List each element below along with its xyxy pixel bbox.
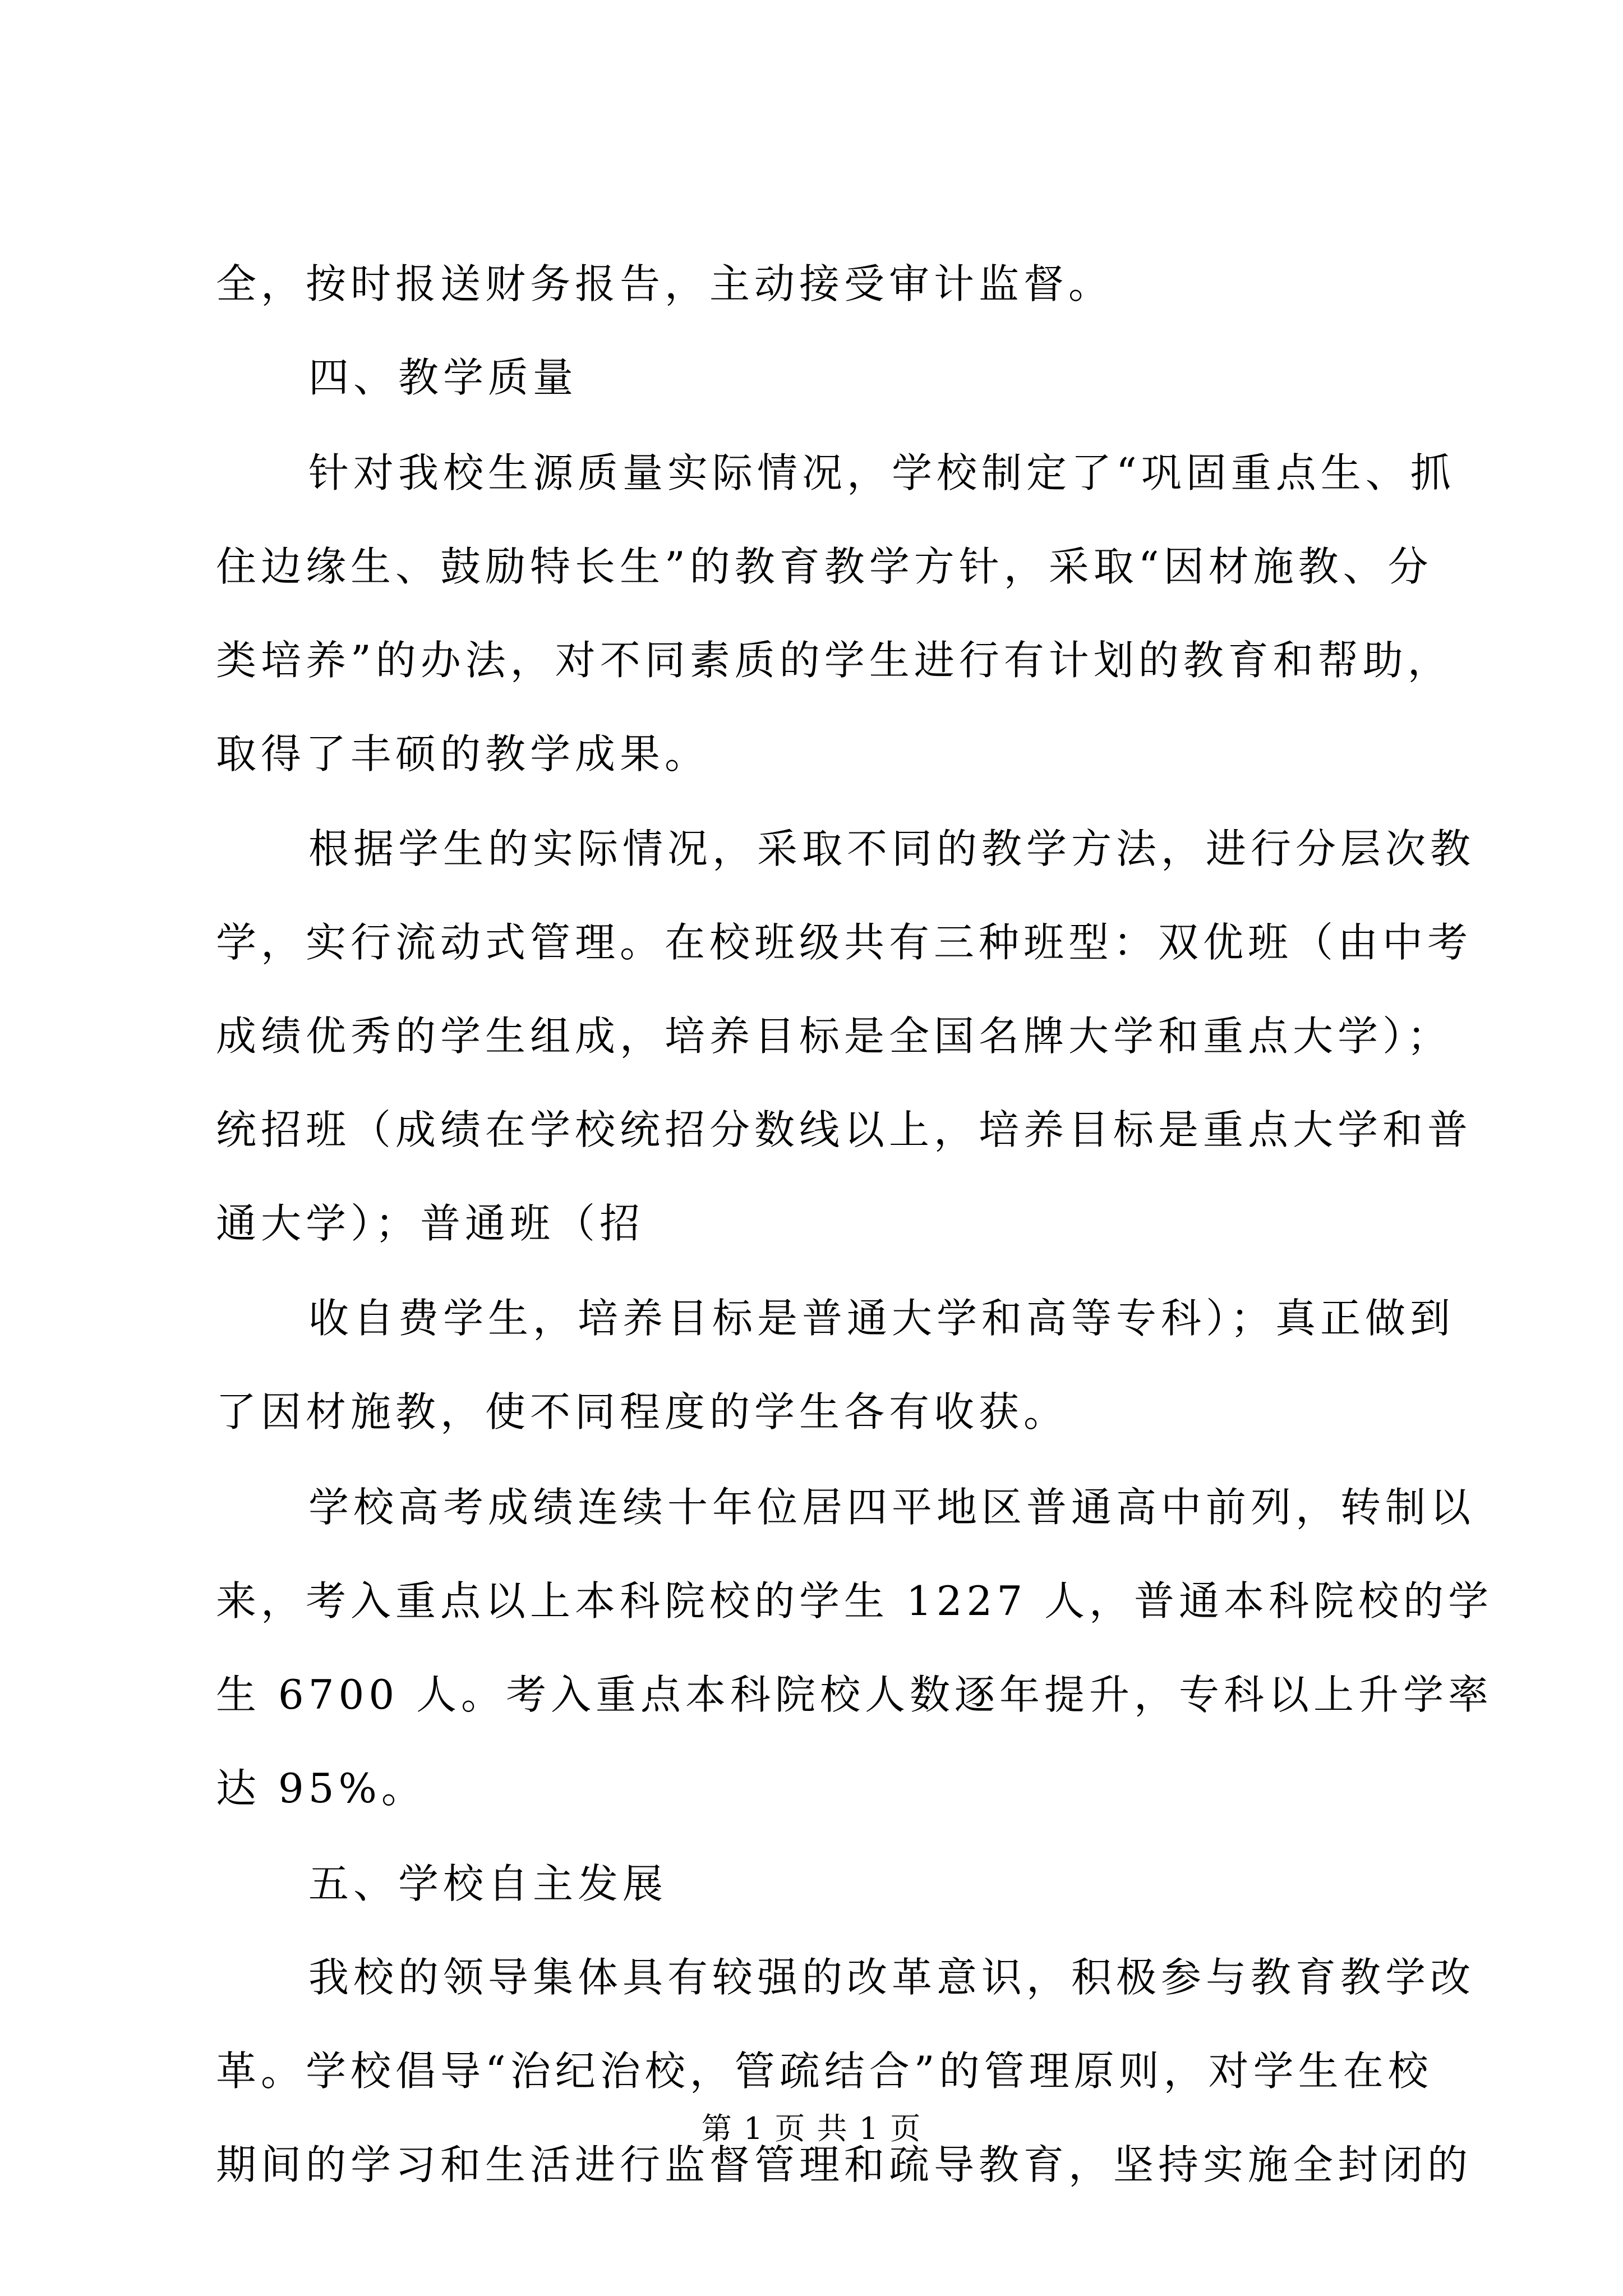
text-line: 住边缘生、鼓励特长生”的教育教学方针，采取“因材施教、分 — [216, 543, 1433, 590]
text-line: 革。学校倡导“治纪治校，管疏结合”的管理原则，对学生在校 — [216, 2047, 1433, 2095]
text-line: 取得了丰硕的教学成果。 — [216, 730, 710, 777]
text-line: 全，按时报送财务报告，主动接受审计监督。 — [216, 260, 1114, 307]
text-line: 统招班（成绩在学校统招分数线以上，培养目标是重点大学和普 — [216, 1106, 1473, 1153]
page-footer: 第 1 页 共 1 页 — [701, 2111, 922, 2146]
text-line: 针对我校生源质量实际情况，学校制定了“巩固重点生、抓 — [308, 449, 1455, 496]
text-line: 通大学）；普通班（招 — [216, 1200, 645, 1247]
section-heading: 五、学校自主发展 — [308, 1860, 668, 1907]
text-line: 收自费学生，培养目标是普通大学和高等专科）；真正做到 — [308, 1295, 1455, 1342]
text-line: 来，考入重点以上本科院校的学生 1227 人，普通本科院校的学 — [216, 1577, 1493, 1625]
section-heading: 四、教学质量 — [308, 354, 578, 401]
text-line: 我校的领导集体具有较强的改革意识，积极参与教育教学改 — [308, 1954, 1476, 2001]
text-line: 类培养”的办法，对不同素质的学生进行有计划的教育和帮助， — [216, 637, 1453, 684]
text-line: 学，实行流动式管理。在校班级共有三种班型：双优班（由中考 — [216, 919, 1473, 966]
text-line: 学校高考成绩连续十年位居四平地区普通高中前列，转制以 — [308, 1484, 1476, 1531]
text-line: 成绩优秀的学生组成，培养目标是全国名牌大学和重点大学）； — [216, 1013, 1453, 1060]
text-line: 根据学生的实际情况，采取不同的教学方法，进行分层次教 — [308, 825, 1476, 872]
text-line: 期间的学习和生活进行监督管理和疏导教育，坚持实施全封闭的 — [216, 2141, 1473, 2188]
text-line: 达 95%。 — [216, 1765, 426, 1812]
text-line: 了因材施教，使不同程度的学生各有收获。 — [216, 1388, 1069, 1435]
text-line: 生 6700 人。考入重点本科院校人数逐年提升，专科以上升学率 — [216, 1671, 1493, 1718]
